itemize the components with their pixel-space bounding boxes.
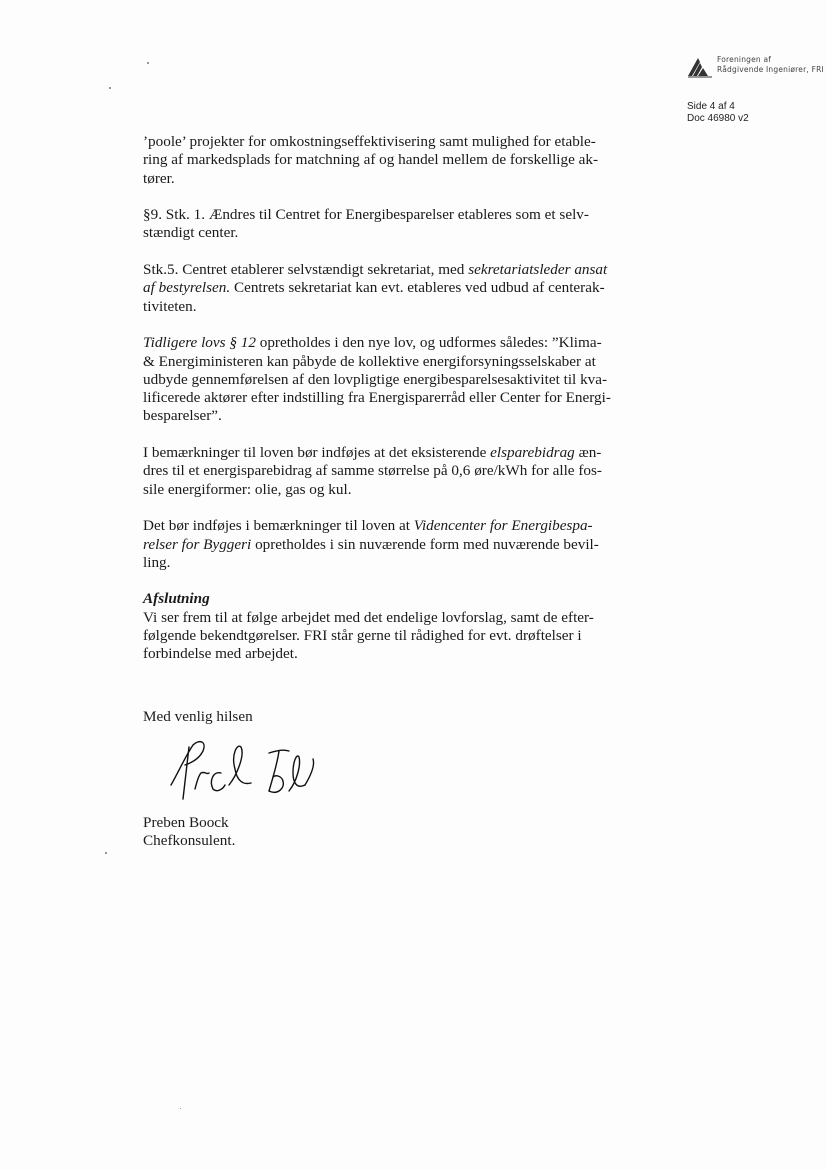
text-run: Stk.5. Centret etablerer selvstændigt sekretariat, med bbox=[143, 261, 469, 279]
text-line: tører. bbox=[143, 169, 175, 187]
signatory-title: Chefkonsulent. bbox=[143, 832, 236, 850]
text-line: lificerede aktører efter indstilling fra Energisparerråd eller Center for Energi- bbox=[143, 389, 611, 407]
text-run: Centrets sekretariat kan evt. etableres ved udbud af centerak- bbox=[230, 279, 605, 297]
italic-text: elsparebidrag bbox=[490, 444, 575, 462]
document-id: Doc 46980 v2 bbox=[687, 113, 749, 124]
text-run: æn- bbox=[574, 444, 602, 462]
paragraph-2 bbox=[143, 206, 643, 243]
letter-body bbox=[143, 133, 643, 682]
italic-text: sekretariatsleder ansat bbox=[468, 261, 608, 279]
italic-text: relser for Byggeri bbox=[143, 535, 252, 553]
italic-text: af bestyrelsen. bbox=[143, 279, 231, 297]
text-run: opretholdes i den nye lov, og udformes således: ”Klima- bbox=[255, 334, 602, 352]
signatory-block bbox=[143, 814, 235, 851]
text-line: ring af markedsplads for matchning af og handel mellem de forskellige ak- bbox=[143, 151, 599, 169]
text-line: ling. bbox=[143, 553, 171, 571]
signatory-name: Preben Boock bbox=[143, 814, 229, 831]
paragraph-5 bbox=[143, 444, 643, 499]
italic-text: Tidligere lovs § 12 bbox=[143, 334, 256, 352]
text-line bbox=[143, 261, 643, 279]
text-line bbox=[143, 444, 643, 462]
handwritten-signature-icon bbox=[165, 735, 325, 805]
text-line: ’poole’ projekter for omkostningseffektivisering samt mulighed for etable- bbox=[143, 133, 596, 150]
paragraph-3 bbox=[143, 261, 643, 316]
scan-speck bbox=[147, 62, 149, 64]
text-line: følgende bekendtgørelser. FRI står gerne til rådighed for evt. drøftelser i bbox=[143, 627, 582, 645]
text-line bbox=[143, 334, 643, 352]
text-line: forbindelse med arbejdet. bbox=[143, 645, 298, 663]
paragraph-1 bbox=[143, 133, 643, 188]
paragraph-7 bbox=[143, 590, 643, 663]
text-line bbox=[143, 536, 643, 554]
logo-line-1: Foreningen af bbox=[717, 55, 772, 64]
paragraph-6 bbox=[143, 517, 643, 572]
paragraph-4 bbox=[143, 334, 643, 425]
text-line: stændigt center. bbox=[143, 224, 239, 242]
closing-greeting: Med venlig hilsen bbox=[143, 708, 253, 725]
scan-speck bbox=[180, 1108, 181, 1109]
text-line: Vi ser frem til at følge arbejdet med det endelige lovforslag, samt de efter- bbox=[143, 608, 594, 626]
text-line: sile energiformer: olie, gas og kul. bbox=[143, 480, 352, 498]
text-line: udbyde gennemførelsen af den lovpligtige energibesparelsesaktivitet til kva- bbox=[143, 370, 608, 388]
text-line: besparelser”. bbox=[143, 407, 222, 425]
text-line: & Energiministeren kan påbyde de kollektive energiforsyningsselskaber at bbox=[143, 352, 596, 370]
text-line: §9. Stk. 1. Ændres til Centret for Energibesparelser etableres som et selv- bbox=[143, 206, 589, 224]
page-number: Side 4 af 4 bbox=[687, 101, 735, 112]
document-meta bbox=[687, 101, 749, 125]
text-line bbox=[143, 279, 643, 297]
text-run: Det bør indføjes i bemærkninger til loven at bbox=[143, 517, 414, 535]
text-run: opretholdes i sin nuværende form med nuværende bevil- bbox=[251, 535, 599, 553]
section-heading: Afslutning bbox=[143, 590, 210, 608]
text-line: tiviteten. bbox=[143, 297, 197, 315]
text-line bbox=[143, 517, 643, 535]
italic-text: Videncenter for Energibespa- bbox=[413, 517, 593, 535]
text-run: I bemærkninger til loven bør indføjes at det eksisterende bbox=[143, 444, 491, 462]
text-line: dres til et energisparebidrag af samme størrelse på 0,6 øre/kWh for alle fos- bbox=[143, 462, 602, 480]
scan-speck bbox=[109, 87, 111, 89]
fri-logo-icon bbox=[686, 56, 714, 78]
scan-speck bbox=[105, 852, 107, 854]
company-logo bbox=[686, 54, 822, 80]
logo-line-2: Rådgivende Ingeniører, FRI bbox=[717, 65, 824, 74]
